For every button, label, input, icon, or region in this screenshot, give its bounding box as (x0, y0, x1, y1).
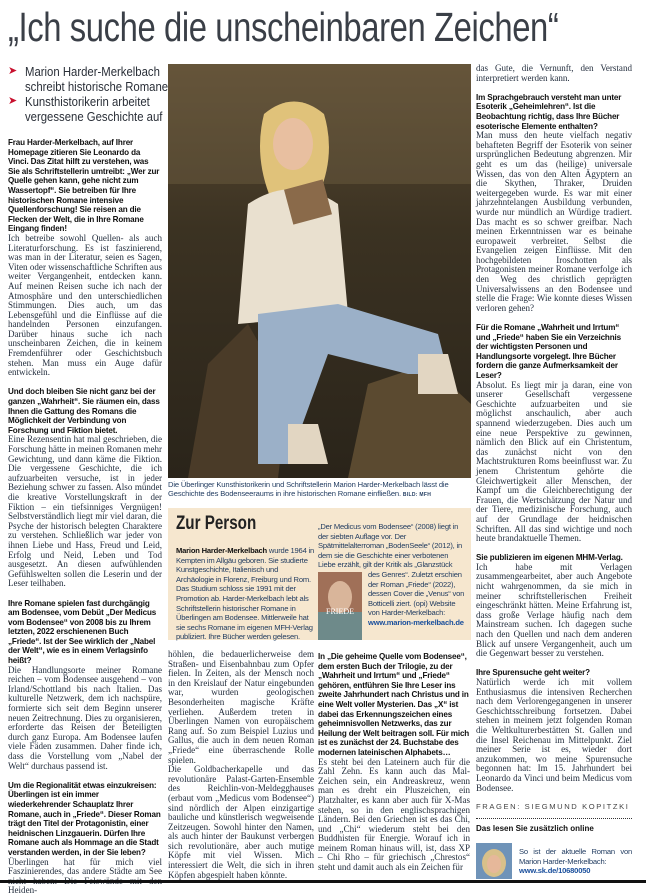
cover-title: FRIEDE (326, 607, 354, 616)
answer: Man muss den heute vielfach negativ behafteten Begriff der Esoterik von seiner ursprünglichen Bedeutung abgrenzen. Mir geht es um das (heilige) universale Wissen, das von den Alten Ägyptern an die Skythen, Thraker, Druiden weitergegeben wurde. Es war mit einer jahrzehntelangen Ausbildung verbunden, wurde nur mündlich an Würdige tradiert. Das macht es so schwer greifbar. Nach meinen Erkenntnissen war es beinahe europaweit verbreitet. Selbst die Evangelien zeigen Einflüsse. Mit den hochgebildeten Iroschotten als Protagonisten meiner Romane verfolge ich den Weg des christlich geprägten Universalwissens an den Bodensee und stelle die Frage: Wie konnte dieses Wissen verloren gehen? (476, 130, 632, 313)
answer: Ich habe mit Verlagen zusammengearbeitet, aber auch Angebote nicht wahrgenommen, da sie mich in meiner schriftstellerischen Freiheit eingeschränkt hätten. Meine Erfahrung ist, dass große Verlage häufig nach dem Mainstream suchen. Ich dagegen suche nach den Quellen und nach dem anderen Blick auf unsere Vergangenheit, auch um die Gegenwart besser zu verstehen. (476, 561, 632, 659)
answer: Es steht bei den Lateinern auch für die Zahl Zehn. Es kann auch das Mal-Zeichen sein, ein Andreaskreuz, wenn man es dreht ein Pluszeichen, ein Platzhalter, es kann aber auch für X-Mas stehen, so in den englischsprachigen Ländern. Bei den Griechen ist es das Chi, und „Chi“ wiederum steht bei den Buddhisten für Energie. Worauf ich in meinem Roman hinaus will, ist, dass XP – Chi Rho – für griechisch „Chrestos“ steht und damit auch als ein Zeichen für (318, 756, 470, 873)
website-link[interactable]: www.marion-merkelbach.de (368, 617, 464, 627)
online-link[interactable]: www.sk.de/10680050 (519, 866, 591, 876)
author-thumbnail (476, 843, 512, 879)
right-column (476, 64, 632, 879)
answer: Überlingen hat für mich viel Faszinierendes, das andere Städte am See Heiden- (8, 856, 162, 896)
bullet-item: vergessene Geschichte auf (25, 109, 163, 124)
author-photo (168, 64, 471, 478)
question: Für die Romane „Wahrheit und Irrtum“ und „Friede“ haben Sie ein Verzeichnis der wichtigsten Personen und Handlungsorte vorgelegt. Ihre Bücher fordern die ganze Aufmerksamkeit der Leser? (476, 323, 621, 380)
answer: das Gute, die Vernunft, den Verstand interpretiert werden kann. (476, 63, 632, 83)
question: In „Die geheime Quelle vom Bodensee“, dem ersten Buch der Trilogie, zu der „Wahrheit und Irrtum“ und „Friede“ gehören, entführen Sie Ihre Leser ins zweite Jahrhundert nach Christus und in eine Welt voller Mysterien. Das „X“ ist dabei das Erkennungszeichen eines geheimnisvollen Netzwerks, das zur Heilung der Welt beitragen soll. Für mich ist es zunächst der 24. Buchstabe des modernen lateinischen Alphabets… (318, 652, 470, 757)
middle-column-2 (318, 652, 470, 878)
question: Um die Regionalität etwas einzukreisen: Überlingen ist ein immer wiederkehrender Schauplatz Ihrer Romane, auch in „Friede“. Dieser Roman trägt den Titel der Protagonistin, einer heidnischen Linzgauerin. Dürfen Ihre Romane auch als Hommage an die Stadt verstanden werden, in der Sie leben? (8, 780, 161, 857)
online-heading: Das lesen Sie zusätzlich online (476, 823, 594, 833)
summary-bullets (8, 64, 168, 124)
bullet-item: ➤ Marion Harder-Merkelbach (8, 64, 160, 79)
answer: Natürlich werde ich mit vollem Enthusiasmus die intensiven Recherchen nach dem Verlorengegangenen in unserer Geschichtsschreibung fortsetzen. Dabei stehen in meinem jetzt folgenden Roman die Weltkulturerbestätten St. Gallen und die Insel Reichenau im Mittelpunkt. Ziel meiner Serie ist es, wieder dort anzukommen, wo meine Spurensuche begonnen hat: Im 15. Jahrhundert bei Leonardo da Vinci und beim Medicus vom Bodensee. (476, 677, 632, 793)
answer: Die Goldbacherkapelle und das revolutionäre Palast-Garten-Ensemble des Reichlin-von-Meldegghauses (erbaut vom „Medicus vom Bodensee“) sind nördlich der Alpen einzigartige bauliche und künstlerisch wegweisende Zeitzeugen. Sowohl hinter den Namen, als auch hinter der Baukunst verbergen sich revolutionäre, aber auch mutige Köpfe mit viel Wissen. Mich interessiert die Welt, die sich in ihren Köpfen abgespielt haben könnte. (168, 764, 314, 880)
arrow-icon: ➤ (8, 65, 18, 77)
answer: Ich betreibe sowohl Quellen- als auch Literaturforschung. Es ist faszinierend, was man in der Literatur, seien es Sagen, Viten oder wissenschaftliche Schriften aus weiter Vergangenheit, entdecken kann. Auf meinen Reisen suche ich nach der Atmosphäre und den unterschiedlichen Stimmungen. Dies auch, um das Lebensgefühl und die Einflüsse auf die handelnden Personen einzufangen. Darüber hinaus suche ich nach unscheinbaren Zeichen, die in keinem Fremdenführer oder Geschichtsbuch stehen. Man muss ein Auge dafür entwickeln. (8, 232, 162, 378)
arrow-icon: ➤ (8, 95, 18, 107)
bio-text: Marion Harder-Merkelbach wurde 1964 in Kempten im Allgäu geboren. Sie studierte Kunstgeschichte, Italienisch und Archäologie in Florenz, Freiburg und Rom. Das Studium schloss sie 1991 mit der Promotion ab. Harder-Merkelbach lebt als Schriftstellerin historischer Romane in Überlingen am Bodensee. Mittlerweile hat sie sechs Romane im eigenen MFH-Verlag publiziert. Ihre Bücher werden gelesen. (176, 546, 315, 642)
book-cover (318, 572, 362, 640)
online-teaser[interactable]: So ist der aktuelle Roman von Marion Harder-Merkelbach: www.sk.de/10680050 (476, 843, 632, 879)
question: Ihre Spurensuche geht weiter? (476, 668, 590, 678)
answer: Die Handlungsorte meiner Romane reichen – vom Bodensee ausgehend – von Irland/Schottland bis nach Italien. Das kulturelle Netzwerk, dem ich nachspüre, formierte sich seit dem Beginn unserer neuen Zeitrechnung. Dies zu organisieren, erforderte das Reisen der Beteiligten durch ganz Europa. Am Bodensee laufen viele Fäden zusammen. Daher finde ich, dass die Vorstellung vom „Nabel der Welt“ durchaus passend ist. (8, 664, 162, 771)
question: Sie publizieren im eigenen MHM-Verlag. (476, 553, 623, 563)
books-text: „Der Medicus vom Bodensee“ (2008) liegt in der siebten Auflage vor. Der Spätmittelalterroman „BodenSeele“ (2012), in dem sie die Geschichte einer verbotenen Liebe erzählt, gilt der Kritik als „Glanzstück (318, 522, 462, 570)
bullet-item: ➤ Kunsthistorikerin arbeitet (8, 94, 150, 109)
left-column (8, 138, 163, 896)
answer: Absolut. Es liegt mir ja daran, eine von unserer Gesellschaft vergessene Geschichte aufzuarbeiten und sie möglichst anschaulich, aber auch spannend wiederzugeben. Dies auch um eine neue Perspektive zu gewinnen, nämlich den Blick auf ein Christentum, das zunächst nicht von den Machtstrukturen Roms beeinflusst war. Zu jenem Christentum gehörte die Gleichwertigkeit aller Menschen, der Kampf um die Gleichberechtigung der Frauen, die Wertschätzung der Natur und der Tiere, medizinische Forschung, auch auf der Grundlage der heidnischen Schriften. All das sind wichtige und noch heute brandaktuelle Themen. (476, 379, 632, 544)
answer: höhlen, die bedauerlicherweise dem Straßen- und Eisenbahnbau zum Opfer fielen. In Zeiten, als der Mensch noch in den Kreislauf der Natur eingebunden war, wurden geologischen Besonderheiten magische Kräfte verliehen. Außerdem treten in Überlingen Namen von europäischem Rang auf. So zum Beispiel Luzius und Gallus, die auch in dem neuen Roman „Friede“ eine überraschende Rolle spielen. (168, 649, 314, 765)
headline: „Ich suche die unscheinbaren Zeichen“ (8, 4, 559, 50)
question: Im Sprachgebrauch versteht man unter Esoterik „Geheimlehren“. Ist die Beobachtung richtig, dass Ihre Bücher esoterische Elemente enthalten? (476, 92, 622, 131)
bullet-item: schreibt historische Romane (25, 79, 169, 94)
interviewer-credit: FRAGEN: SIEGMUND KOPITZKI (476, 802, 630, 812)
question: Und doch bleiben Sie nicht ganz bei der ganzen „Wahrheit“. Sie räumen ein, dass Ihnen die Gattung des Romans die Möglichkeit der Verbindung von Forschung und Fiktion bietet. (8, 387, 160, 435)
photo-caption: Die Überlinger Kunsthistorikerin und Schriftstellerin Marion Harder-Merkelbach lässt die Geschichte des Bodenseeraums in ihre historischen Romane einfließen. BILD: MFH (168, 480, 449, 499)
page-bottom-rule (0, 880, 646, 883)
question: Frau Harder-Merkelbach, auf Ihrer Homepage zitieren Sie Leonardo da Vinci. Das Zitat hilft zu verstehen, was Sie als Schriftstellerin umtreibt: „Wer zur Quelle gehen kann, gehe nicht zum Wassertopf“. Sie betreiben für Ihre historischen Romane intensive Quellenforschung! Sie reisen an die Flecken der Welt, die in Ihre Romane Eingang finden! (8, 138, 160, 234)
photo-credit: BILD: MFH (402, 492, 432, 499)
question: Ihre Romane spielen fast durchgängig am Bodensee, vom Debüt „Der Medicus vom Bodensee“ von 2008 bis zu Ihrem letzten, 2022 erschienenen Buch „Friede“. Ist der See wirklich der „Nabel der Welt“, wie es in einem Verlagsinfo heißt? (8, 598, 157, 666)
middle-column-1 (168, 650, 314, 878)
box-heading: Zur Person (176, 513, 257, 534)
answer: Eine Rezensentin hat mal geschrieben, die Forschung hätte in meinen Romanen mehr Gewichtung, und dann käme die Fiktion. Die vergessene Geschichte, die ich aufzuarbeiten versuche, ist in jeder Beziehung schwer zu fassen. Also mündet die kreative Vorstellungskraft in der Fiktion – ein tiefsinniges Vergnügen! Selbstverständlich liegt mir viel daran, die Psyche der historisch belegten Charaktere zu verstehen. Schließlich war jeder von ihnen Liebe und Hass, Freud und Leid, Erfolg und Neid, Leben und Tod ausgesetzt. An diesen aufwühlenden Gefühlswelten sollen die Leserin und der Leser teilhaben. (8, 434, 163, 589)
divider (476, 818, 632, 819)
zur-person-box: Zur Person Marion Harder-Merkelbach wurde 1964 in Kempten im Allgäu geboren. Sie studierte Kunstgeschichte, Italienisch und Archäologie in Florenz, Freiburg und Rom. Das Studium schloss sie 1991 mit der Promotion ab. Harder-Merkelbach lebt als Schriftstellerin historischer Romane in Überlingen am Bodensee. Mittlerweile hat sie sechs Romane im eigenen MFH-Verlag publiziert. Ihre Bücher werden gelesen. „Der Medicus vom Bodensee“ (2008) liegt in der siebten Auflage vor. Der Spätmittelalterroman „BodenSeele“ (2012), in dem sie die Geschichte einer verbotenen Liebe erzählt, gilt der Kritik als „Glanzstück FRIEDE des Genres“. Zuletzt erschien der Roman „Friede“ (2022), dessen Cover die „Venus“ von Botticelli ziert. (opi) Website von Harder-Merkelbach: www.marion-merkelbach.de (168, 508, 471, 640)
